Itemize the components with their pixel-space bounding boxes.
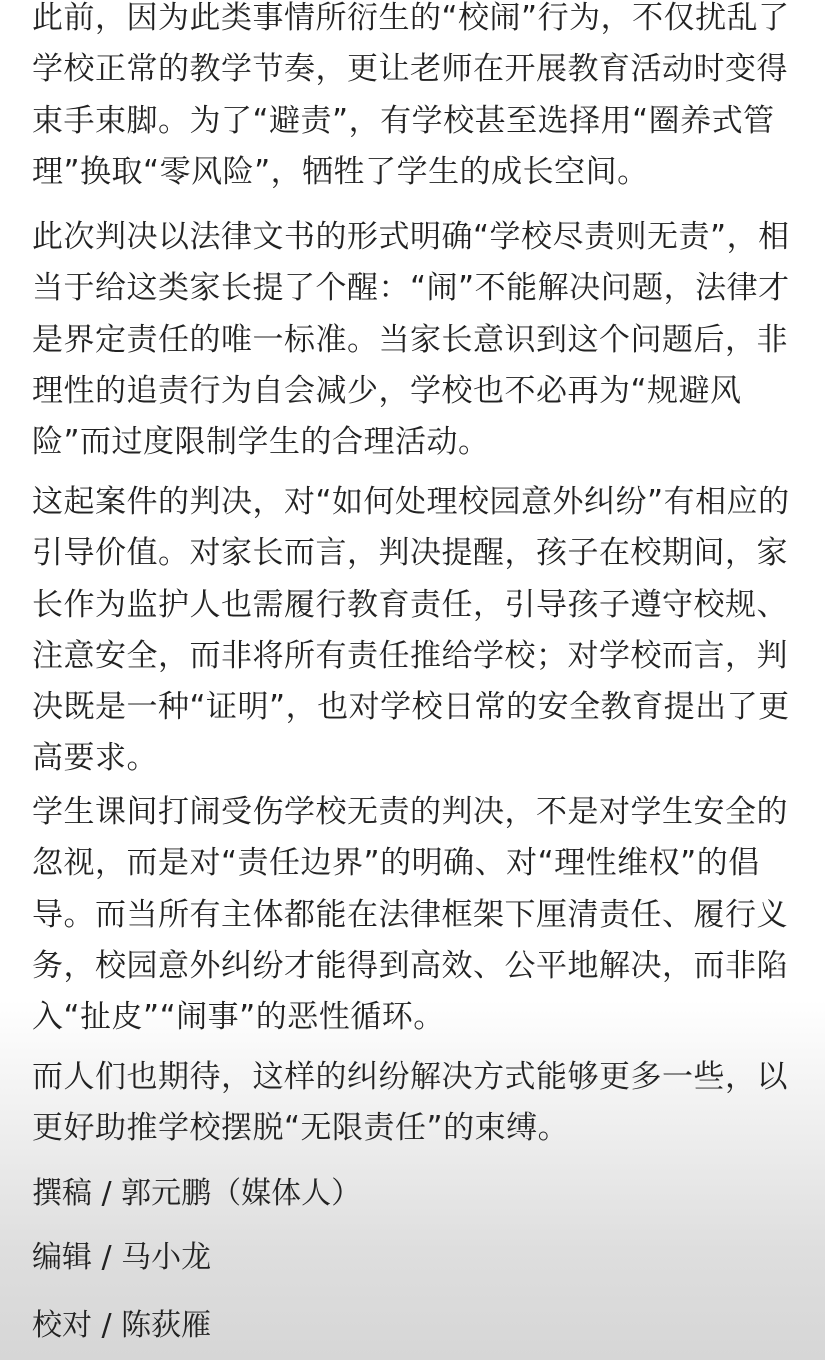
paragraph-5: 而人们也期待，这样的纠纷解决方式能够更多一些，以更好助推学校摆脱“无限责任”的束缚。 [32,1059,788,1147]
proofreader-credit: 校对 / 陈荻雁 [32,1308,212,1343]
author-credit: 撰稿 / 郭元鹏（媒体人） [32,1176,362,1211]
paragraph-2: 此次判决以法律文书的形式明确“学校尽责则无责”，相当于给这类家长提了个醒：“闹”不能解决问题，法律才是界定责任的唯一标准。当家长意识到这个问题后，非理性的追责行为自会减少，学校也不必再为“规避风险”而过度限制学生的合理活动。 [32,219,790,461]
paragraph-4: 学生课间打闹受伤学校无责的判决，不是对学生安全的忽视，而是对“责任边界”的明确、对“理性维权”的倡导。而当所有主体都能在法律框架下厘清责任、履行义务，校园意外纠纷才能得到高效、公平地解决，而非陷入“扯皮”“闹事”的恶性循环。 [32,794,788,1036]
paragraph-1: 此前，因为此类事情所衍生的“校闹”行为，不仅扰乱了学校正常的教学节奏，更让老师在开展教育活动时变得束手束脚。为了“避责”，有学校甚至选择用“圈养式管理”换取“零风险”，牺牲了学生的成长空间。 [32,0,790,190]
editor-credit: 编辑 / 马小龙 [32,1240,212,1275]
paragraph-3: 这起案件的判决，对“如何处理校园意外纠纷”有相应的引导价值。对家长而言，判决提醒，孩子在校期间，家长作为监护人也需履行教育责任，引导孩子遵守校规、注意安全，而非将所有责任推给学校；对学校而言，判决既是一种“证明”，也对学校日常的安全教育提出了更高要求。 [32,484,790,777]
